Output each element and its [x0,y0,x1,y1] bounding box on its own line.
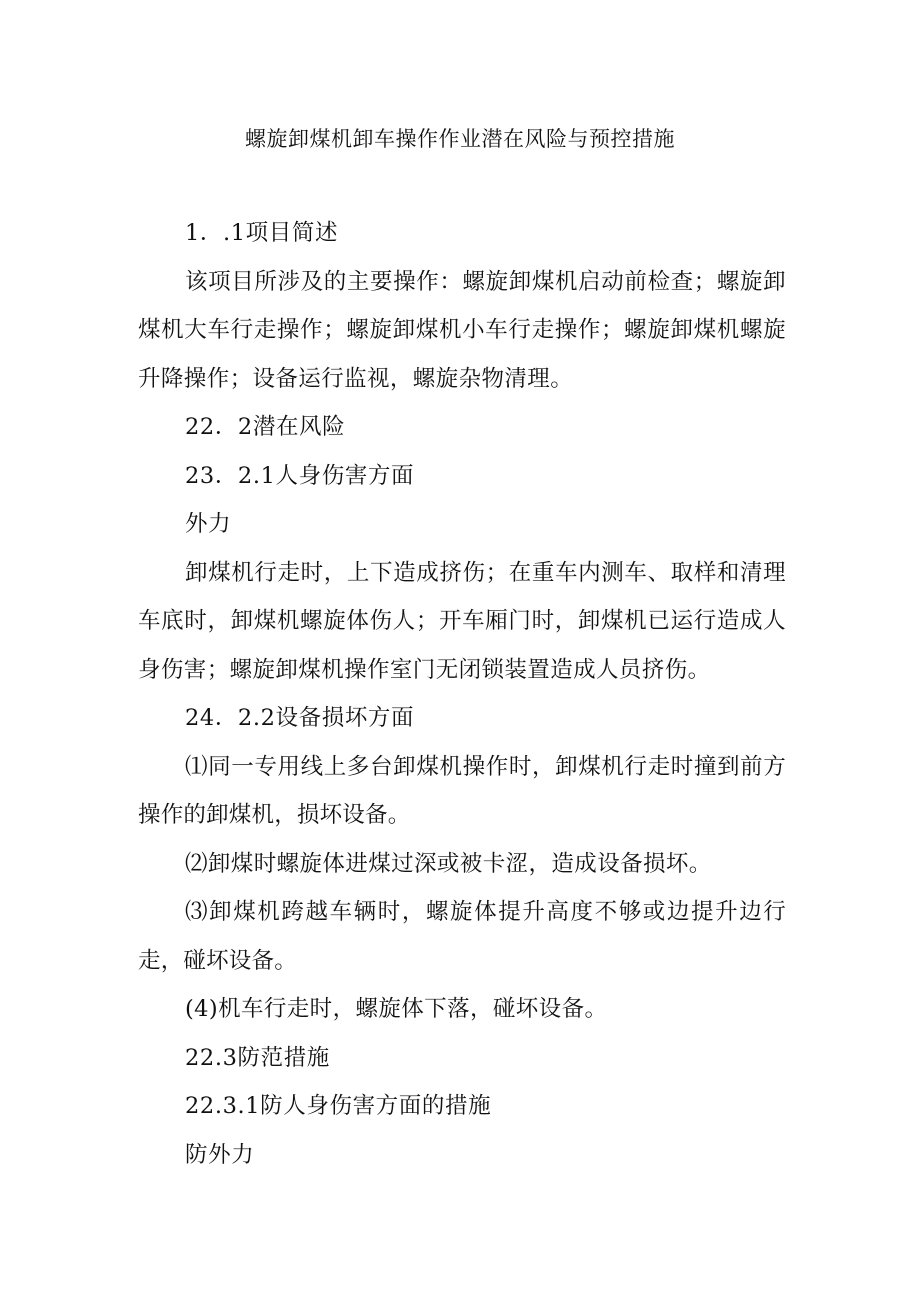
list-item: ⑴同一专用线上多台卸煤机操作时，卸煤机行走时撞到前方操作的卸煤机，损坏设备。 [138,753,786,828]
subsection-heading: 22.3.1防人身伤害方面的措施 [185,1093,492,1119]
list-item: (4)机车行走时，螺旋体下落，碰坏设备。 [185,996,608,1022]
subsection-heading: 23．2.1人身伤害方面 [185,462,415,489]
document-title: 螺旋卸煤机卸车操作作业潜在风险与预控措施 [245,127,675,151]
section-heading: 22.3防范措施 [185,1044,330,1071]
subsection-heading: 24．2.2设备损坏方面 [185,705,415,731]
list-item: ⑶卸煤机跨越车辆时，螺旋体提升高度不够或边提升边行走，碰坏设备。 [138,899,786,974]
list-item: ⑵卸煤时螺旋体进煤过深或被卡涩，造成设备损坏。 [185,850,712,877]
subsection-label: 防外力 [185,1141,255,1168]
section-heading: 22．2潜在风险 [185,414,346,440]
body-paragraph: 该项目所涉及的主要操作：螺旋卸煤机启动前检查；螺旋卸煤机大车行走操作；螺旋卸煤机小车行走操作；螺旋卸煤机螺旋升降操作；设备运行监视，螺旋杂物清理。 [138,268,786,392]
section-heading: 1．.1项目简述 [185,220,339,246]
subsection-label: 外力 [185,511,232,537]
body-paragraph: 卸煤机行走时，上下造成挤伤；在重车内测车、取样和清理车底时，卸煤机螺旋体伤人；开车厢门时，卸煤机已运行造成人身伤害；螺旋卸煤机操作室门无闭锁装置造成人员挤伤。 [138,559,786,683]
document-body [138,209,786,1179]
